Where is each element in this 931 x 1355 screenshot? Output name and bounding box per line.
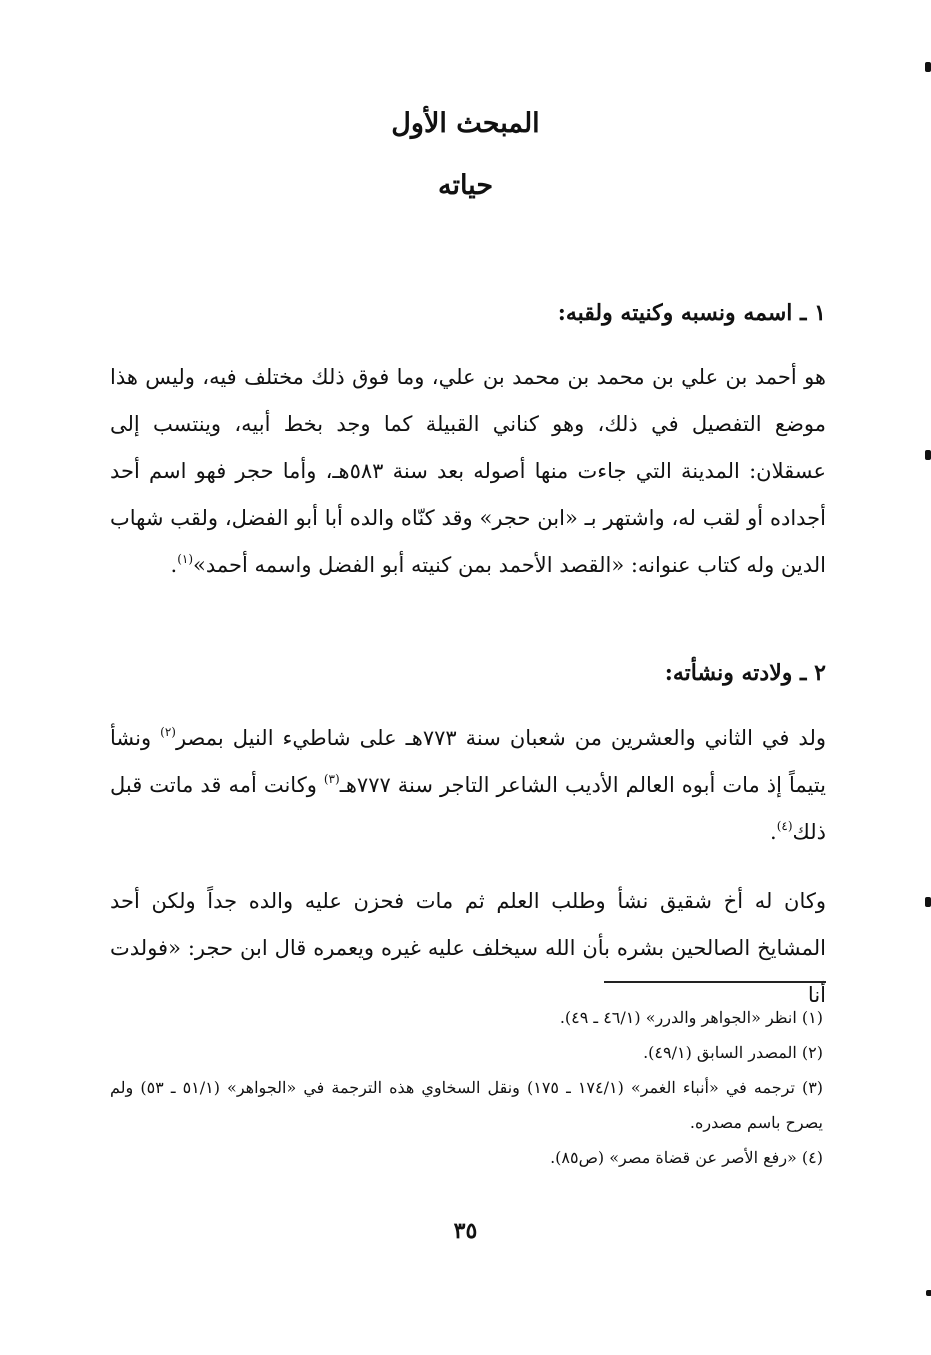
paragraph-text: هو أحمد بن علي بن محمد بن محمد بن علي، وما فوق ذلك مختلف فيه، وليس هذا موضع التفصيل في ذلك، وهو كناني القبيلة كما وجد بخط أبيه، وينتسب إلى عسقلان: المدينة التي جاءت منها أصوله بعد سنة ٥٨٣هـ، وأما حجر فهو اسم أحد أجداده أو لقب له، واشتهر بـ «ابن حجر» وقد كنّاه والده أبا أبو الفضل، ولقب شهاب الدين وله كتاب عنوانه: «القصد الأحمد بمن كنيته أبو الفضل واسمه أحمد» <box>110 365 826 577</box>
scan-edge-mark <box>925 62 931 72</box>
chapter-subtitle: حياته <box>437 170 494 201</box>
footnote-item: (٤) «رفع الأصر عن قضاة مصر» (ص٨٥). <box>550 1148 823 1167</box>
section-heading-name: ١ ـ اسمه ونسبه وكنيته ولقبه: <box>557 300 826 326</box>
paragraph-text: ونشأ يتيماً إذ مات أبوه العالم الأديب الشاعر التاجر سنة ٧٧٧هـ <box>110 726 827 797</box>
footnote-marker: (٣) <box>323 772 340 786</box>
scan-edge-mark <box>926 1290 931 1296</box>
footnote-marker: (٤) <box>776 819 793 833</box>
paragraph-text: ولد في الثاني والعشرين من شعبان سنة ٧٧٣هـ على شاطيء النيل بمصر <box>175 726 826 750</box>
paragraph-end: . <box>170 553 178 577</box>
footnote-separator <box>604 981 826 983</box>
page-number: ٣٥ <box>453 1218 478 1244</box>
scan-edge-mark <box>925 897 931 907</box>
section-paragraph-brother: وكان له أخ شقيق نشأ وطلب العلم ثم مات فحزن عليه والده جداً ولكن أحد المشايخ الصالحين بشره بأن الله سيخلف عليه غيره ويعمره قال ابن حجر: «فولدت أنا <box>110 889 826 1007</box>
footnotes-list <box>110 1000 823 1175</box>
paragraph-text: وكانت أمه قد ماتت قبل ذلك <box>110 773 826 844</box>
scan-edge-mark <box>925 450 931 460</box>
chapter-title: المبحث الأول <box>391 108 540 139</box>
section-paragraph-birth <box>110 715 826 856</box>
footnote-item: (١) انظر «الجواهر والدرر» (٤٦/١ ـ ٤٩). <box>559 1008 823 1027</box>
footnote-marker: (١) <box>177 552 194 566</box>
section-heading-birth: ٢ ـ ولادته ونشأته: <box>664 660 826 686</box>
footnote-item: (٢) المصدر السابق (٤٩/١). <box>643 1043 823 1062</box>
paragraph-end: . <box>770 820 777 844</box>
footnote-marker: (٢) <box>160 725 176 739</box>
section-paragraph-name <box>110 354 826 589</box>
footnote-item: (٣) ترجمه في «أنباء الغمر» (١٧٤/١ ـ ١٧٥) ونقل السخاوي هذه الترجمة في «الجواهر» (٥١/١ ـ ٥٣) ولم يصرح باسم مصدره. <box>110 1078 824 1132</box>
